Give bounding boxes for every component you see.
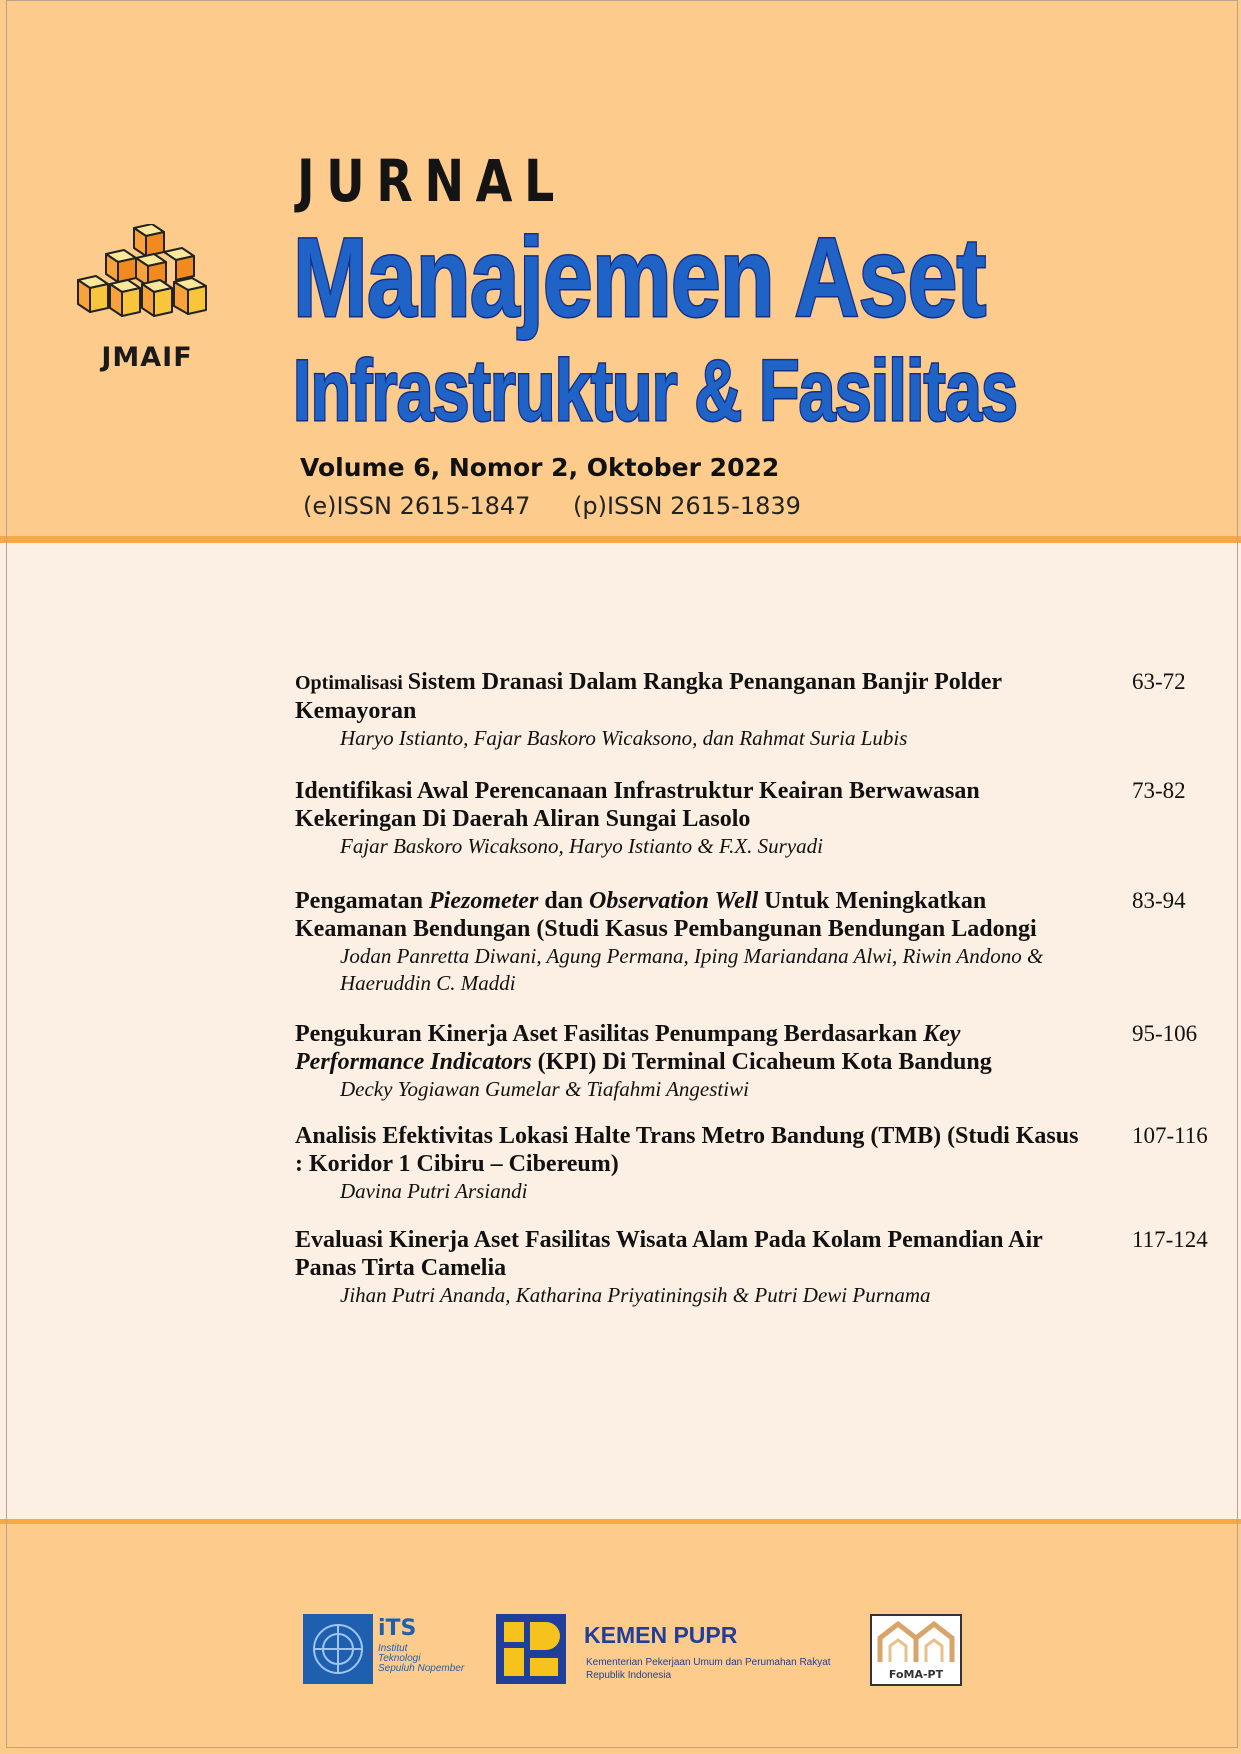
toc-entry [295, 887, 1225, 997]
article-title [295, 668, 1085, 725]
article-authors: Jihan Putri Ananda, Katharina Priyatiningsih & Putri Dewi Purnama [340, 1283, 931, 1307]
pupr-emblem-icon [496, 1614, 566, 1684]
foma-wordmark: FoMA-PT [888, 1668, 944, 1681]
article-title [295, 1122, 1085, 1178]
house-roofs-icon [872, 1616, 960, 1668]
stacked-cubes-icon [72, 224, 222, 342]
its-emblem-icon [303, 1614, 373, 1684]
article-pages: 117-124 [1132, 1227, 1208, 1252]
partner-logos [0, 1600, 1241, 1690]
issue-volume: Volume 6, Nomor 2, Oktober 2022 [300, 453, 780, 482]
logo-wordmark: JMAIF [101, 342, 193, 373]
article-title-segment: dan [538, 888, 590, 914]
article-title [295, 1226, 1085, 1282]
toc-entry [295, 1122, 1225, 1205]
article-title-segment: Key Performance Indicators [295, 1021, 961, 1075]
article-title-segment: Observation Well [589, 888, 759, 914]
toc-entry [295, 777, 1225, 860]
article-authors: Haryo Istianto, Fajar Baskoro Wicaksono, dan Rahmat Suria Lubis [340, 726, 908, 750]
article-authors: Haeruddin C. Maddi [340, 971, 516, 995]
article-authors: Decky Yogiawan Gumelar & Tiafahmi Angestiwi [340, 1077, 749, 1101]
toc-entry [295, 668, 1225, 752]
article-pages: 107-116 [1132, 1123, 1208, 1148]
issn-electronic: (e)ISSN 2615-1847 [303, 492, 531, 520]
journal-title-line-2: Infrastruktur & Fasilitas [293, 343, 1018, 439]
article-title [295, 777, 1085, 833]
journal-title-line-1: Manajemen Aset [293, 215, 986, 340]
journal-label: JURNAL [297, 147, 566, 215]
article-title-segment: Identifikasi Awal Perencanaan Infrastruktur Keairan Berwawasan Kekeringan Di Daerah Aliran Sungai Lasolo [295, 778, 980, 832]
article-pages: 83-94 [1132, 888, 1186, 913]
article-authors: Fajar Baskoro Wicaksono, Haryo Istianto & F.X. Suryadi [340, 834, 823, 858]
jmaif-logo [72, 224, 222, 374]
its-fullname: Institut Teknologi Sepuluh Nopember [378, 1643, 465, 1674]
article-title-segment: Pengamatan [295, 888, 429, 914]
article-title [295, 1020, 1085, 1076]
article-pages: 73-82 [1132, 778, 1186, 803]
article-pages: 63-72 [1132, 669, 1186, 694]
toc-entry [295, 1226, 1225, 1309]
issn-print: (p)ISSN 2615-1839 [573, 492, 801, 520]
pupr-fullname: Kementerian Pekerjaan Umum dan Perumahan Rakyat Republik Indonesia [586, 1657, 831, 1681]
header-divider [0, 536, 1241, 543]
article-authors: Jodan Panretta Diwani, Agung Permana, Iping Mariandana Alwi, Riwin Andono & [340, 944, 1044, 968]
article-title-segment: Analisis Efektivitas Lokasi Halte Trans Metro Bandung (TMB) (Studi Kasus : Koridor 1 Cibiru – Cibereum) [295, 1123, 1079, 1177]
article-title-segment: Untuk Meningkatkan Keamanan Bendungan (Studi Kasus Pembangunan Bendungan Ladongi [295, 888, 1037, 942]
toc-entry [295, 1020, 1225, 1103]
pupr-wordmark: KEMEN PUPR [584, 1622, 738, 1648]
article-title-segment: Pengukuran Kinerja Aset Fasilitas Penumpang Berdasarkan [295, 1021, 924, 1047]
article-title-segment: Evaluasi Kinerja Aset Fasilitas Wisata Alam Pada Kolam Pemandian Air Panas Tirta Camelia [295, 1227, 1043, 1281]
article-pages: 95-106 [1132, 1021, 1198, 1046]
article-title-segment: (KPI) Di Terminal Cicaheum Kota Bandung [531, 1049, 992, 1075]
its-wordmark: iTS [378, 1616, 417, 1641]
article-title [295, 887, 1085, 943]
article-title-segment: Piezometer [429, 888, 539, 914]
article-title-segment: Optimalisasi [295, 672, 408, 694]
foma-logo [870, 1614, 962, 1686]
article-authors: Davina Putri Arsiandi [340, 1179, 528, 1203]
table-of-contents [295, 668, 1225, 1309]
article-title-segment: Sistem Dranasi Dalam Rangka Penanganan Banjir Polder Kemayoran [295, 669, 1002, 724]
